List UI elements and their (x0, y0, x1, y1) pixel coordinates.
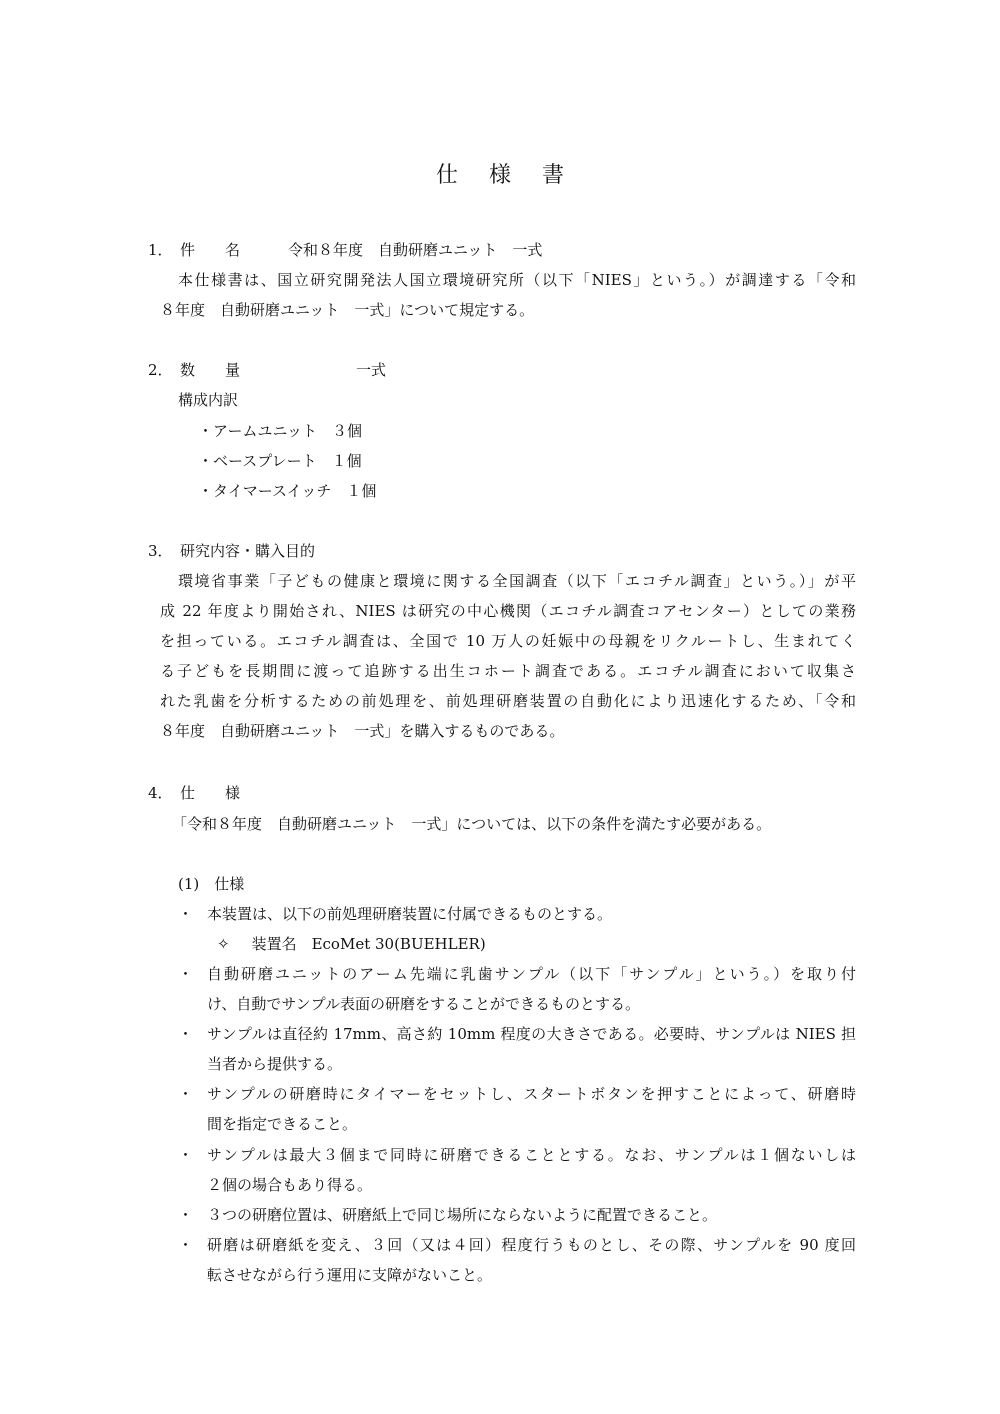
bullet-mark: ・ (178, 965, 194, 983)
section-1-heading (148, 240, 542, 260)
bullet-text: ２個の場合もあり得る。 (207, 1176, 373, 1194)
section-number: 4． (148, 784, 173, 802)
section-intro: 「令和８年度 自動研磨ユニット 一式」については、以下の条件を満たす必要がある。 (172, 815, 772, 833)
section-value: 一式 (356, 361, 387, 379)
bullet-text: 本装置は、以下の前処理研磨装置に付属できるものとする。 (207, 905, 613, 923)
subsection-heading: (1) 仕様 (178, 875, 245, 893)
bullet-mark: ・ (178, 1085, 194, 1103)
bullet-text: け、自動でサンプル表面の研磨をすることができるものとする。 (207, 995, 641, 1013)
bullet-mark: ・ (178, 1146, 194, 1164)
body-line: れた乳歯を分析するための前処理を、前処理研磨装置の自動化により迅速化するため、「令和 (160, 692, 856, 710)
list-item: ・ベースプレート １個 (198, 452, 362, 470)
section-2-heading (148, 360, 386, 380)
bullet-text: 間を指定できること。 (207, 1115, 358, 1133)
list-item: ・タイマースイッチ １個 (198, 482, 377, 500)
body-line: 環境省事業「子どもの健康と環境に関する全国調査（以下「エコチル調査」という。）」が平 (178, 572, 856, 590)
bullet-mark: ・ (178, 1025, 194, 1043)
section-number: 3． (148, 542, 173, 560)
page-title: 仕 様 書 (436, 163, 576, 188)
section-label: 研究内容・購入目的 (180, 542, 316, 560)
section-4-heading (148, 783, 240, 803)
section-number: 1． (148, 241, 173, 259)
section-label: 仕 様 (180, 784, 241, 802)
sub-heading: 構成内訳 (178, 391, 239, 409)
body-line: ８年度 自動研磨ユニット 一式」について規定する。 (160, 301, 535, 319)
bullet-text: 当者から提供する。 (207, 1055, 343, 1073)
section-label: 数 量 (180, 361, 241, 379)
body-line: る子どもを長期間に渡って追跡する出生コホート調査である。エコチル調査において収集さ (160, 662, 856, 680)
bullet-mark: ・ (178, 1206, 194, 1224)
body-line: ８年度 自動研磨ユニット 一式」を購入するものである。 (160, 722, 565, 740)
body-line: 本仕様書は、国立研究開発法人国立環境研究所（以下「NIES」という。）が調達する「令和 (178, 271, 856, 289)
section-label: 件 名 (180, 241, 241, 259)
bullet-text: 自動研磨ユニットのアーム先端に乳歯サンプル（以下「サンプル」という。）を取り付 (207, 965, 856, 983)
bullet-text: 研磨は研磨紙を変え、３回（又は４回）程度行うものとし、その際、サンプルを 90 度回 (207, 1236, 856, 1254)
section-number: 2． (148, 361, 173, 379)
bullet-mark: ・ (178, 1236, 194, 1254)
bullet-mark: ・ (178, 905, 194, 923)
body-line: 成 22 年度より開始され、NIES は研究の中心機関（エコチル調査コアセンター）としての業務 (160, 602, 856, 620)
body-line: を担っている。エコチル調査は、全国で 10 万人の妊娠中の母親をリクルートし、生まれてく (160, 632, 856, 650)
diamond-star-icon: ✧ (217, 935, 230, 953)
bullet-text: サンプルの研磨時にタイマーをセットし、スタートボタンを押すことによって、研磨時 (207, 1085, 856, 1103)
sub-item-text: 装置名 EcoMet 30(BUEHLER) (251, 935, 486, 953)
list-item: ・アームユニット ３個 (198, 422, 362, 440)
bullet-text: サンプルは最大３個まで同時に研磨できることとする。なお、サンプルは１個ないしは (207, 1146, 856, 1164)
section-value: 令和８年度 自動研磨ユニット 一式 (288, 241, 543, 259)
bullet-text: サンプルは直径約 17mm、高さ約 10mm 程度の大きさである。必要時、サンプルは NIES 担 (207, 1025, 856, 1043)
sub-item (217, 934, 486, 954)
section-3-heading (148, 541, 315, 561)
bullet-text: 転させながら行う運用に支障がないこと。 (207, 1266, 493, 1284)
bullet-text: ３つの研磨位置は、研磨紙上で同じ場所にならないように配置できること。 (207, 1206, 718, 1224)
